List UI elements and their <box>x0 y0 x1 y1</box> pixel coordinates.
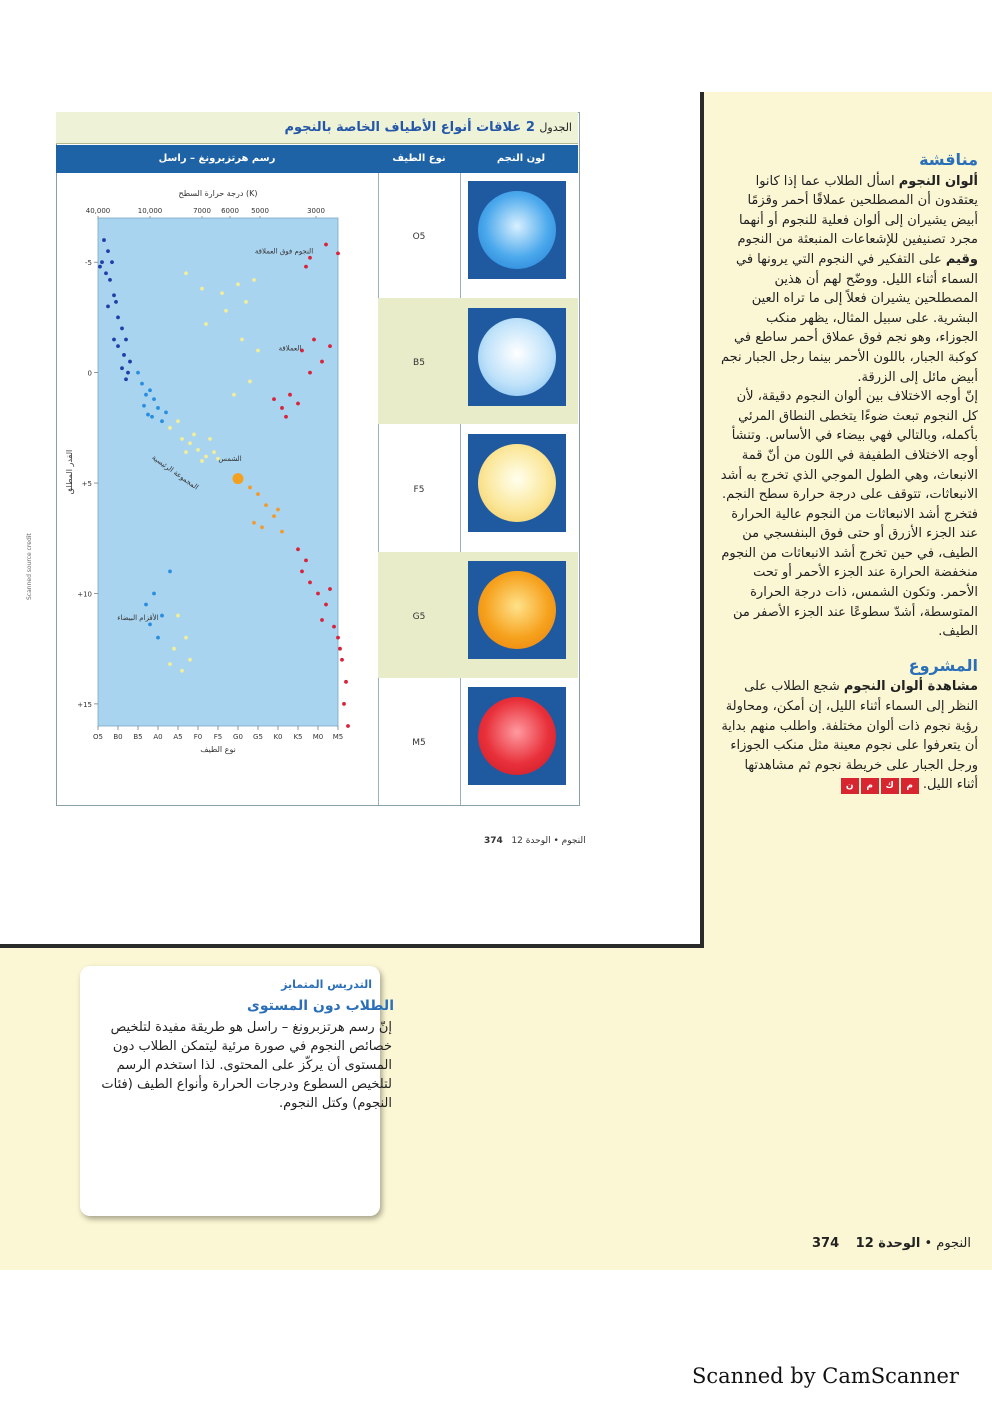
top-tick-label: 6000 <box>221 207 239 215</box>
data-point-orange-stars <box>252 521 256 525</box>
data-point-yellow-white-stars <box>196 448 200 452</box>
data-point-light-blue-stars <box>150 415 154 419</box>
data-point-yellow-white-stars <box>200 459 204 463</box>
x-axis-label: نوع الطيف <box>200 745 236 754</box>
data-point-light-blue-stars <box>148 388 152 392</box>
data-point-red-giants <box>320 360 324 364</box>
star-b5-icon <box>478 318 556 396</box>
table-number: 2 <box>525 120 535 135</box>
col-hr-diagram: رسم هرتزبرونغ – راسل <box>158 153 276 164</box>
data-point-red-giants <box>328 344 332 348</box>
data-point-white-dwarfs <box>160 614 164 618</box>
table-header <box>56 145 578 173</box>
data-point-red-stars <box>346 724 350 728</box>
inner-unit: الوحدة 12 <box>511 836 551 846</box>
inner-footer: النجوم • الوحدة 12 374 <box>484 836 586 846</box>
data-point-blue-stars <box>120 327 124 331</box>
data-point-light-blue-stars <box>136 371 140 375</box>
data-point-blue-stars <box>102 238 106 242</box>
data-point-blue-stars <box>110 260 114 264</box>
data-point-giant-yellows <box>224 309 228 313</box>
data-point-yellow-white-stars <box>180 437 184 441</box>
table-title: علاقات أنواع الأطياف الخاصة بالنجوم <box>284 120 522 135</box>
discussion-heading: مناقشة <box>919 150 978 169</box>
star-swatch-g5 <box>468 561 566 659</box>
star-swatch-f5 <box>468 434 566 532</box>
data-point-giant-yellows <box>204 322 208 326</box>
project-badges <box>839 775 919 795</box>
table-title-bar <box>56 112 578 144</box>
data-point-blue-stars <box>106 249 110 253</box>
x-tick-label: G5 <box>253 733 263 741</box>
data-point-blue-stars <box>124 377 128 381</box>
data-point-red-giants <box>288 393 292 397</box>
spectral-type-f5: F5 <box>413 485 425 495</box>
data-point-light-blue-stars <box>156 406 160 410</box>
badge: ك <box>881 778 899 794</box>
data-point-blue-stars <box>114 300 118 304</box>
side-credit: Scanned source credit <box>26 533 33 600</box>
data-point-blue-stars <box>128 360 132 364</box>
discussion-p2-text: على التفكير في النجوم التي يرونها في السماء أثناء الليل. ووضّح لهم أن هذين المصطلحين يشيران فعلاً إلى ما تراه العين البشرية. على سبيل المثال، يظهر منكب الجوزاء، وهو نجم فوق عملاق أحمر ساطع في كوكبة الجبار، باللون الأحمر بينما رجل الجبار نجم أبيض مائل إلى الزرقة. <box>721 251 978 385</box>
spectral-type-b5: B5 <box>413 358 425 368</box>
data-point-giant-yellows <box>248 380 252 384</box>
data-point-white-dwarfs-yellow <box>184 636 188 640</box>
data-point-red-stars <box>316 592 320 596</box>
star-o5-icon <box>478 191 556 269</box>
footer-unit: الوحدة 12 <box>855 1236 921 1251</box>
column-divider <box>460 173 461 805</box>
hr-diagram <box>60 180 376 760</box>
data-point-red-stars <box>296 547 300 551</box>
data-point-giant-yellows <box>236 282 240 286</box>
data-point-red-stars <box>338 647 342 651</box>
data-point-blue-stars <box>112 338 116 342</box>
data-point-orange-stars <box>264 503 268 507</box>
x-tick-label: M0 <box>312 733 324 741</box>
data-point-blue-stars <box>104 271 108 275</box>
star-g5-icon <box>478 571 556 649</box>
discussion-p1 <box>720 172 978 250</box>
data-point-red-giants <box>312 338 316 342</box>
data-point-yellow-white-stars <box>184 450 188 454</box>
data-point-supergiants <box>324 243 328 247</box>
differentiated-title: التدريس المتمايز <box>281 978 372 991</box>
x-tick-label: K5 <box>293 733 303 741</box>
x-tick-label: K0 <box>273 733 283 741</box>
data-point-light-blue-stars <box>140 382 144 386</box>
data-point-supergiants <box>336 251 340 255</box>
label-sun: الشمس <box>218 454 242 463</box>
data-point-supergiants <box>304 265 308 269</box>
spectral-type-g5: G5 <box>412 612 426 622</box>
data-point-giant-yellows <box>220 291 224 295</box>
x-tick-label: A5 <box>173 733 183 741</box>
differentiated-head: الطلاب دون المستوى <box>247 998 394 1014</box>
x-tick-label: B0 <box>113 733 123 741</box>
star-swatch-m5 <box>468 687 566 785</box>
top-tick-label: 7000 <box>193 207 211 215</box>
data-point-giant-yellows <box>232 393 236 397</box>
data-point-blue-stars <box>120 366 124 370</box>
data-point-blue-stars <box>116 344 120 348</box>
label-main-sequence: المجموعة الرئيسية <box>150 453 200 492</box>
data-point-yellow-white-stars <box>192 433 196 437</box>
star-swatch-o5 <box>468 181 566 279</box>
data-point-red-giants <box>280 406 284 410</box>
data-point-giant-yellows <box>240 338 244 342</box>
differentiated-body: إنّ رسم هرتزبرونغ – راسل هو طريقة مفيدة لتلخيص خصائص النجوم في صورة مرئية ليتمكن الطلاب دون المستوى أن يركّز على المحتوى. لذا استخدم الرسم لتلخيص السطوع ودرجات الحرارة وأنواع الطيف (فئات النجوم) وكتل النجوم. <box>101 1020 392 1111</box>
data-point-yellow-white-stars <box>176 419 180 423</box>
y-tick-label: +15 <box>77 700 92 709</box>
y-tick-label: 0 <box>87 369 92 378</box>
top-tick-label: 10,000 <box>137 207 163 215</box>
y-tick-label: +10 <box>77 590 92 599</box>
data-point-white-dwarfs-yellow <box>180 669 184 673</box>
data-point-red-giants <box>296 402 300 406</box>
top-axis-label: درجة حرارة السطح (K) <box>178 189 258 198</box>
data-point-white-dwarfs <box>152 592 156 596</box>
data-point-blue-stars <box>112 293 116 297</box>
project-paragraph <box>720 677 978 795</box>
discussion-p2 <box>720 250 978 387</box>
data-point-red-stars <box>342 702 346 706</box>
data-point-red-stars <box>308 581 312 585</box>
inner-page-number: 374 <box>484 836 503 846</box>
data-point-orange-stars <box>256 492 260 496</box>
table-label: الجدول <box>539 121 572 134</box>
top-tick-label: 5000 <box>251 207 269 215</box>
differentiated-box <box>80 966 394 1216</box>
x-tick-label: F5 <box>213 733 223 741</box>
data-point-blue-stars <box>126 371 130 375</box>
data-point-white-dwarfs <box>156 636 160 640</box>
data-point-red-stars <box>328 587 332 591</box>
data-point-red-giants <box>284 415 288 419</box>
data-point-blue-stars <box>106 304 110 308</box>
data-point-yellow-white-stars <box>208 437 212 441</box>
data-point-light-blue-stars <box>144 393 148 397</box>
x-tick-label: B5 <box>133 733 143 741</box>
data-point-white-dwarfs-yellow <box>176 614 180 618</box>
data-point-sun <box>233 473 244 484</box>
inner-topic: النجوم <box>561 836 586 846</box>
data-point-orange-stars <box>280 530 284 534</box>
data-point-light-blue-stars <box>146 413 150 417</box>
data-point-red-stars <box>332 625 336 629</box>
data-point-giant-yellows <box>256 349 260 353</box>
data-point-blue-stars <box>100 260 104 264</box>
data-point-orange-stars <box>248 486 252 490</box>
footer-topic: النجوم <box>936 1236 971 1251</box>
data-point-yellow-white-stars <box>188 441 192 445</box>
x-tick-label: O5 <box>93 733 103 741</box>
label-supergiants: النجوم فوق العملاقة <box>254 247 314 256</box>
data-point-light-blue-stars <box>164 410 168 414</box>
data-point-white-dwarfs <box>144 603 148 607</box>
data-point-blue-stars <box>124 338 128 342</box>
data-point-red-stars <box>320 618 324 622</box>
data-point-giant-yellows <box>244 300 248 304</box>
data-point-light-blue-stars <box>160 419 164 423</box>
x-tick-label: G0 <box>233 733 243 741</box>
data-point-orange-stars <box>272 514 276 518</box>
project-heading: المشروع <box>908 655 978 675</box>
teacher-sidebar <box>720 150 978 795</box>
data-point-giant-yellows <box>252 278 256 282</box>
discussion-p1-bold: ألوان النجوم <box>898 173 978 189</box>
discussion-p3: إنّ أوجه الاختلاف بين ألوان النجوم دقيقة، لأن كل النجوم تبعث ضوءًا يتخطى النطاق المرئي بأكمله، وبالتالي فهي بيضاء في الأساس. وتنشأ أوجه الاختلاف الطفيفة في اللون من أنّ قمة الانبعاث، وهي الطول الموجي الذي تخرج به أشد الانبعاثات، تتوقف على درجة حرارة سطح النجم. فتخرج أشد الانبعاثات من النجوم عالية الحرارة عند الجزء الأزرق أو حتى فوق البنفسجي من الطيف، في حين تخرج أشد الانبعاثات من النجوم منخفضة الحرارة عند الجزء الأحمر أو تحت الأحمر. وتكون الشمس، ذات درجة الحرارة المتوسطة، أشدّ سطوعًا عند الجزء الأصفر من الطيف. <box>720 389 978 640</box>
data-point-red-stars <box>304 558 308 562</box>
data-point-blue-stars <box>122 353 126 357</box>
data-point-yellow-white-stars <box>204 455 208 459</box>
label-giants: العملاقة <box>278 344 302 353</box>
top-tick-label: 40,000 <box>85 207 111 215</box>
badge: م <box>901 778 919 794</box>
top-tick-label: 3000 <box>307 207 325 215</box>
data-point-blue-stars <box>108 278 112 282</box>
camscanner-watermark: Scanned by CamScanner <box>692 1364 959 1388</box>
spectral-type-m5: M5 <box>412 738 426 748</box>
data-point-red-stars <box>300 569 304 573</box>
data-point-yellow-white-stars <box>168 426 172 430</box>
discussion-p1-text: اسأل الطلاب عما إذا كانوا يعتقدون أن المصطلحين عملاقًا أحمر وقزمًا أبيض يشيران إلى ألوان فعلية للنجوم أو أنهما مجرد تصنيفين للإشعاعات المنبعثة من النجوم <box>737 173 978 248</box>
data-point-light-blue-stars <box>142 404 146 408</box>
data-point-red-stars <box>336 636 340 640</box>
data-point-red-stars <box>340 658 344 662</box>
y-axis-label: القدر المطلق <box>65 449 74 495</box>
label-white-dwarfs: الأقزام البيضاء <box>117 613 159 622</box>
badge: م <box>861 778 879 794</box>
col-star-color: لون النجم <box>496 153 546 164</box>
plot-area <box>98 218 338 726</box>
y-tick-label: -5 <box>85 259 92 268</box>
data-point-red-stars <box>324 603 328 607</box>
footer-page-number: 374 <box>812 1236 840 1251</box>
data-point-blue-stars <box>98 265 102 269</box>
data-point-white-dwarfs-yellow <box>168 662 172 666</box>
y-tick-label: +5 <box>81 480 92 489</box>
x-tick-label: A0 <box>153 733 163 741</box>
data-point-giant-yellows <box>184 271 188 275</box>
spectral-type-o5: O5 <box>412 232 426 242</box>
data-point-orange-stars <box>276 508 280 512</box>
data-point-white-dwarfs-yellow <box>188 658 192 662</box>
star-m5-icon <box>478 697 556 775</box>
data-point-yellow-white-stars <box>212 450 216 454</box>
star-f5-icon <box>478 444 556 522</box>
project-bold: مشاهدة ألوان النجوم <box>843 679 978 695</box>
data-point-orange-stars <box>260 525 264 529</box>
badge: ن <box>841 778 859 794</box>
data-point-red-giants <box>308 371 312 375</box>
discussion-p2-bold: وقيم <box>945 251 978 267</box>
data-point-supergiants <box>308 256 312 260</box>
data-point-light-blue-stars <box>152 397 156 401</box>
data-point-white-dwarfs <box>148 623 152 627</box>
x-tick-label: F0 <box>193 733 203 741</box>
x-tick-label: M5 <box>332 733 344 741</box>
data-point-red-giants <box>272 397 276 401</box>
data-point-giant-yellows <box>200 287 204 291</box>
data-point-white-dwarfs-yellow <box>172 647 176 651</box>
data-point-white-dwarfs <box>168 569 172 573</box>
data-point-blue-stars <box>116 315 120 319</box>
col-spectral-type: نوع الطيف <box>392 153 446 164</box>
star-swatch-b5 <box>468 308 566 406</box>
data-point-red-stars <box>344 680 348 684</box>
page-footer: النجوم • الوحدة 12 374 <box>812 1236 971 1251</box>
project-text: شجع الطلاب على النظر إلى السماء أثناء الليل، إن أمكن، ومحاولة رؤية نجوم ذات ألوان مختلفة. واطلب منهم بداية أن يتعرفوا على نجوم معينة مثل منكب الجوزاء ورجل الجبار على خريطة نجوم ثم مشاهدتها أثناء الليل. <box>721 679 978 793</box>
